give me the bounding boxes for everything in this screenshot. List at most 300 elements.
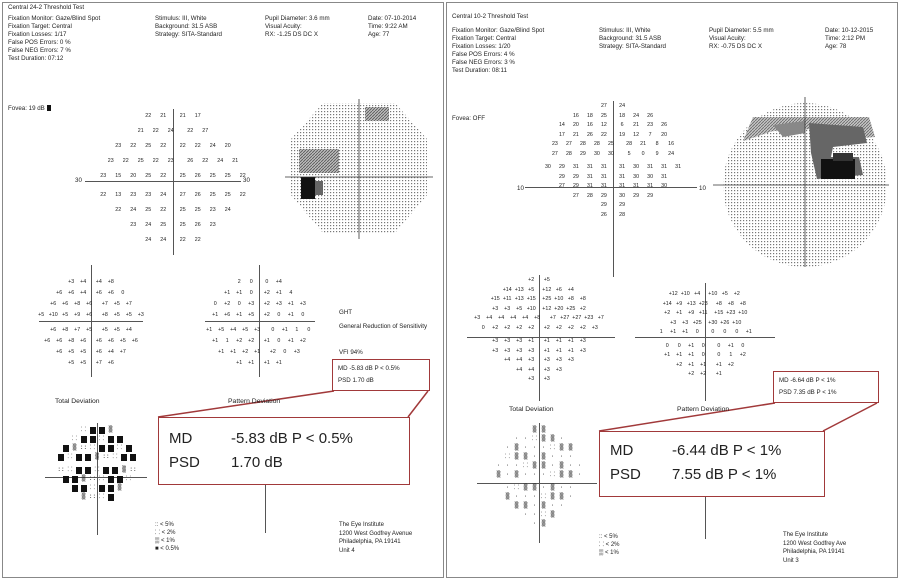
grid-value: +6 [95,290,102,296]
prob-symbol: ⸬ [67,466,73,473]
grid-value: 31 [675,164,682,170]
grid-value: +8 [101,312,108,318]
prob-symbol: :: [57,466,65,473]
prob-symbol: · [577,471,582,478]
grid-value: +2 [733,291,740,297]
grid-value: +20 [554,305,564,312]
prob-symbol: ▒ [559,471,564,478]
probability-legend: :: < 5% ⸬ < 2% ▒ < 1% ■ < 0.5% [155,522,180,552]
grid-value: 22 [160,143,167,149]
header-col-1: Fixation Monitor: Gaze/Blind Spot Fixation Target: Central Fixation Losses: 1/20 False POS Errors: 4 % False NEG Errors: 3 % Test Duration: 08:11 [452,27,545,74]
callout-md-value: -5.83 dB P < 0.5% [231,430,353,447]
grid-value: 28 [565,150,572,157]
grid-value: 22 [152,128,159,134]
grid-value: 23 [100,173,107,179]
grid-value: 18 [586,112,593,119]
grid-value: +8 [715,300,722,307]
grid-value: 25 [209,173,216,179]
prob-symbol: ⸬ [514,484,519,491]
grid-value: +1 [715,371,722,377]
grid-value: 0 [249,290,253,296]
grid-value: +3 [492,347,499,354]
prob-symbol: ⸬ [541,511,546,518]
grid-value: 30 [633,164,640,170]
grid-value: 23 [209,222,216,228]
grid-value: +5 [242,327,249,333]
grid-value: +1 [230,349,237,355]
prob-symbol: ⸬ [90,444,95,451]
grid-value: 0 [735,329,739,335]
grid-value: 22 [160,207,167,213]
pattern-deviation-label: Pattern Deviation [677,406,730,413]
grid-value: 25 [607,141,614,147]
grid-value: +5 [62,312,69,318]
institute-address: The Eye Institute 1200 West Godfrey Ave Philadelphia, PA 19141 Unit 3 [783,532,847,564]
prob-square [90,436,96,443]
grid-value: +27 [560,315,570,321]
grid-value: 0 [277,312,281,318]
grid-value: +8 [567,296,574,302]
grid-value: 13 [115,192,122,198]
grid-value: +3 [543,357,550,363]
prob-symbol: :: [129,466,137,473]
grid-value: 26 [600,211,607,218]
pattern-deviation-label: Pattern Deviation [228,398,281,405]
grid-value: +4 [275,279,282,285]
grid-value: 9 [655,150,659,157]
grid-value: +6 [107,338,114,344]
grid-value: 29 [633,192,640,199]
grid-value: +4 [107,349,114,355]
grid-value: +2 [242,349,249,355]
grid-value: 27 [179,192,186,198]
grid-value: 20 [572,122,579,128]
grid-value: +4 [516,366,523,373]
grid-value: +4 [528,366,535,373]
grid-value: +1 [528,338,535,344]
grid-value: 23 [167,158,174,164]
prob-square [58,454,64,461]
grid-value: +26 [720,319,730,326]
grid-value: +10 [526,305,536,312]
grid-value: +15 [490,296,500,302]
grid-value: 29 [558,173,565,180]
probability-legend: :: < 5% ⸬ < 2% ▒ < 1% [599,534,620,556]
axis-label-left: 30 [75,177,82,184]
prob-symbol: ▒ [541,520,546,527]
grid-value: 22 [187,128,194,134]
callout-md-label: MD [610,442,634,459]
prob-symbol: ▒ [532,462,537,469]
grid-value: 31 [633,183,640,189]
grid-value: +1 [670,329,677,335]
prob-square [126,445,132,452]
grid-value: 31 [600,183,607,189]
grid-value: 1 [295,327,299,333]
prob-symbol: · [559,484,564,491]
header-col-2: Stimulus: III, White Background: 31.5 ASB Strategy: SITA-Standard [599,27,666,50]
psd-small: PSD 1.70 dB [338,377,374,384]
prob-symbol: ▒ [81,475,86,482]
grid-value: 31 [619,183,626,189]
grid-value: +3 [248,301,255,307]
grid-value: +1 [212,338,219,344]
grid-value: +5 [113,312,120,318]
grid-value: +5 [68,349,75,355]
grid-value: +3 [293,349,300,355]
grid-value: 22 [194,143,201,149]
prob-symbol: · [523,444,528,451]
grid-value: +2 [567,324,574,331]
grid-value: 23 [107,158,114,164]
grid-value: +2 [579,324,586,331]
grid-value: 22 [122,158,129,164]
grid-value: +8 [107,279,114,285]
prob-symbol: ⸬ [112,453,118,460]
grid-value: +1 [543,347,550,354]
grid-value: 24 [619,103,626,109]
prob-square [117,476,123,483]
grid-value: +3 [504,338,511,344]
prob-square [108,485,114,492]
prob-symbol: ⸬ [99,493,104,500]
grid-value: 27 [558,183,565,189]
grid-value: 25 [179,207,186,213]
grid-value: 0 [213,301,217,307]
grid-value: 22 [194,237,201,243]
grid-value: 19 [619,131,626,138]
grid-value: +1 [682,329,689,335]
grid-value: +3 [254,327,261,333]
callout-md-label: MD [169,430,193,447]
grid-value: +3 [492,305,499,312]
grid-value: +5 [101,327,108,333]
grid-value: +10 [732,319,742,326]
grid-value: +1 [206,327,213,333]
grid-value: 25 [179,173,186,179]
prob-symbol: · [568,453,573,460]
prob-symbol: ▒ [117,484,122,491]
grid-value: 29 [572,173,579,180]
prob-symbol: ▒ [559,444,564,451]
grid-value: 18 [619,112,626,119]
prob-symbol: · [532,453,537,460]
grid-value: +1 [700,361,707,368]
grid-value: 25 [194,207,201,213]
grid-value: +3 [137,312,144,318]
grid-value: 0 [741,342,745,349]
grid-value: 28 [626,141,633,147]
grid-value: 16 [668,141,675,147]
prob-symbol: · [532,444,537,451]
grid-value: +5 [543,277,550,283]
grid-value: 24 [209,143,216,149]
prob-square [85,454,91,461]
grid-value: 0 [283,349,287,355]
grid-value: +5 [68,360,75,366]
grid-value: 30 [647,173,654,180]
grid-value: +1 [248,360,255,366]
grid-value: 26 [661,122,668,128]
grid-value: 31 [572,164,579,170]
prob-symbol: · [550,502,555,509]
prob-symbol: · [541,444,546,451]
grid-value: +6 [86,312,93,318]
grid-value: +12 [542,286,552,293]
prob-symbol: ⸬ [532,435,537,442]
grid-value: 27 [202,128,209,134]
prob-symbol: ⸬ [94,466,100,473]
prob-symbol: · [523,471,528,478]
grid-value: +5 [113,301,120,307]
grid-value: +1 [567,338,574,344]
grid-value: 0 [723,329,727,335]
prob-symbol: ▒ [523,484,528,491]
grid-value: +27 [572,315,582,321]
grid-value: 0 [717,342,721,349]
grid-value: +3 [567,357,574,363]
grid-value: 8 [655,141,659,147]
md-small: MD -5.83 dB P < 0.5% [338,365,400,372]
grid-value: +2 [700,371,707,377]
prob-symbol: :: [102,453,110,460]
grid-value: 22 [130,143,137,149]
prob-symbol: ▒ [496,471,501,478]
grid-value: 24 [668,150,675,157]
grid-value: 27 [572,192,579,199]
grid-value: +2 [263,290,270,296]
header-col-4: Date: 07-10-2014 Time: 9:22 AM Age: 77 [368,15,417,38]
grid-value: +4 [510,315,517,321]
grid-value: +6 [95,338,102,344]
ght-value: General Reduction of Sensitivity [339,323,428,330]
grid-value: +9 [74,312,81,318]
report-title: Central 24-2 Threshold Test [8,4,85,11]
grid-value: +6 [86,301,93,307]
prob-symbol: ▒ [541,453,546,460]
axis-label-left: 10 [517,185,524,192]
prob-symbol: :: [88,475,97,482]
grid-value: +1 [676,310,683,316]
grid-value: +1 [567,347,574,354]
grid-value: +3 [528,347,535,354]
prob-symbol: · [523,511,528,518]
grid-value: +1 [555,338,562,344]
grid-value: +10 [554,296,564,302]
grid-value: 30 [593,150,600,157]
grid-value: +7 [125,301,132,307]
total-prob-v-axis [94,423,100,535]
grid-value: +12 [542,305,552,312]
grid-value: 15 [115,173,122,179]
grid-value: +7 [101,301,108,307]
grid-value: +3 [670,319,677,326]
grid-value: 24 [160,192,167,198]
grid-value: +3 [504,305,511,312]
prob-square [108,476,114,483]
prob-symbol: · [541,484,546,491]
grid-value: 26 [586,131,593,138]
grid-value: +3 [516,347,523,354]
grid-value: 17 [194,113,201,119]
prob-symbol: ⸬ [90,484,95,491]
grid-value: 20 [224,143,231,149]
grid-value: +5 [125,312,132,318]
prob-square [99,427,105,434]
prob-square [121,454,127,461]
grid-value: +1 [236,360,243,366]
prob-symbol: · [559,435,564,442]
grid-value: +5 [248,312,255,318]
prob-symbol: ▒ [514,471,519,478]
prob-square [72,476,78,483]
grid-value: +4 [498,315,505,321]
grid-value: +6 [131,338,138,344]
grid-value: +1 [543,338,550,344]
grid-value: +14 [502,286,512,293]
grid-value: +1 [281,327,288,333]
grid-value: +8 [74,301,81,307]
grid-value: +25 [542,296,552,302]
grid-value: 0 [677,342,681,349]
prob-square [63,445,69,452]
md-small: MD -6.64 dB P < 1% [779,377,836,384]
fovea-value: Fovea: OFF [452,115,486,122]
grid-value: +2 [248,338,255,344]
total-prob-h-axis [477,483,597,484]
grid-value: 21 [160,113,167,119]
grid-value: +3 [579,338,586,344]
grid-value: +2 [492,324,499,331]
prob-square [99,445,105,452]
callout-connector [3,3,443,577]
grid-value: 25 [145,207,152,213]
grid-value: +1 [218,349,225,355]
grid-value: 29 [600,202,607,208]
grid-value: 25 [224,173,231,179]
callout-psd-label: PSD [169,454,200,471]
grid-value: 31 [600,173,607,180]
grid-value: +2 [664,310,671,316]
prob-symbol: ▒ [550,511,555,518]
prob-square [90,427,96,434]
grid-value: +2 [263,301,270,307]
grid-value: +8 [534,315,541,321]
prob-symbol: ▒ [532,426,537,433]
prob-symbol: · [550,453,555,460]
grid-value: 2 [237,279,241,285]
prob-symbol: · [532,502,537,509]
prob-symbol: ⸬ [523,462,528,469]
prob-square [108,445,114,452]
grid-value: +8 [68,338,75,344]
prob-symbol: ▒ [523,453,528,460]
prob-symbol: ▒ [505,493,510,500]
grid-value: +6 [68,290,75,296]
prob-symbol: · [505,471,510,478]
grid-value: +8 [62,327,69,333]
prob-symbol: ▒ [541,426,546,433]
report-24-2 [2,2,444,578]
header-col-4: Date: 10-12-2015 Time: 2:12 PM Age: 78 [825,27,874,50]
report-10-2 [446,2,898,578]
grid-value: 12 [633,131,640,138]
grid-value: +23 [584,315,594,321]
grid-value: +4 [95,279,102,285]
grid-value: +2 [504,324,511,331]
grid-value: 0 [237,301,241,307]
grid-value: 23 [647,122,654,128]
grid-value: 22 [239,173,246,179]
prob-symbol: ▒ [559,493,564,500]
grid-value: +6 [95,349,102,355]
grid-value: 12 [600,122,607,128]
grid-value: 27 [565,141,572,147]
grid-value: +2 [579,305,586,312]
grid-value: +11 [698,310,708,316]
grid-value: +1 [287,312,294,318]
grid-value: +2 [555,324,562,331]
md-psd-callout [158,417,410,485]
prob-symbol: · [577,462,582,469]
header-col-1: Fixation Monitor: Gaze/Blind Spot Fixation Target: Central Fixation Losses: 1/17 False POS Errors: 0 % False NEG Errors: 7 % Test Duration: 07:12 [8,15,101,62]
grid-value: 20 [130,173,137,179]
grid-value: 22 [160,173,167,179]
grid-value: 24 [167,128,174,134]
prob-symbol: ⸬ [550,471,555,478]
grid-value: 23 [551,141,558,147]
grid-value: +9 [688,310,695,316]
grid-value: +8 [727,300,734,307]
prob-symbol: ⸬ [550,444,555,451]
callout-psd-value: 1.70 dB [231,454,283,471]
prob-square [72,485,78,492]
grid-value: +5 [721,291,728,297]
grid-value: +6 [50,301,57,307]
grid-value: +2 [727,361,734,368]
grid-value: 28 [586,192,593,199]
grid-value: +14 [662,300,672,307]
grid-value: 25 [209,192,216,198]
grid-value: 0 [301,312,305,318]
grid-value: 6 [620,122,624,128]
grid-value: +1 [688,361,695,368]
grid-value: +3 [528,376,535,382]
header-col-2: Stimulus: III, White Background: 31.5 ASB Strategy: SITA-Standard [155,15,222,38]
callout-psd-label: PSD [610,466,641,483]
prob-symbol: · [514,462,519,469]
prob-symbol: · [496,462,501,469]
prob-symbol: :: [79,444,88,451]
grid-value: 22 [179,237,186,243]
grid-value: 31 [661,164,668,170]
total-deviation-label: Total Deviation [509,406,554,413]
grid-value: +1 [236,312,243,318]
grid-value: +4 [230,327,237,333]
grid-value: 17 [558,131,565,138]
grid-value: 0 [641,150,645,157]
grid-value: +8 [739,300,746,307]
prob-symbol: ⸬ [81,426,86,433]
grid-value: +1 [275,360,282,366]
grid-value: +7 [95,360,102,366]
grid-value: +3 [555,366,562,373]
grid-value: 0 [277,338,281,344]
prob-square [108,494,114,501]
grid-value: 31 [586,183,593,189]
grid-value: +25 [566,305,576,312]
grid-value: +3 [516,338,523,344]
